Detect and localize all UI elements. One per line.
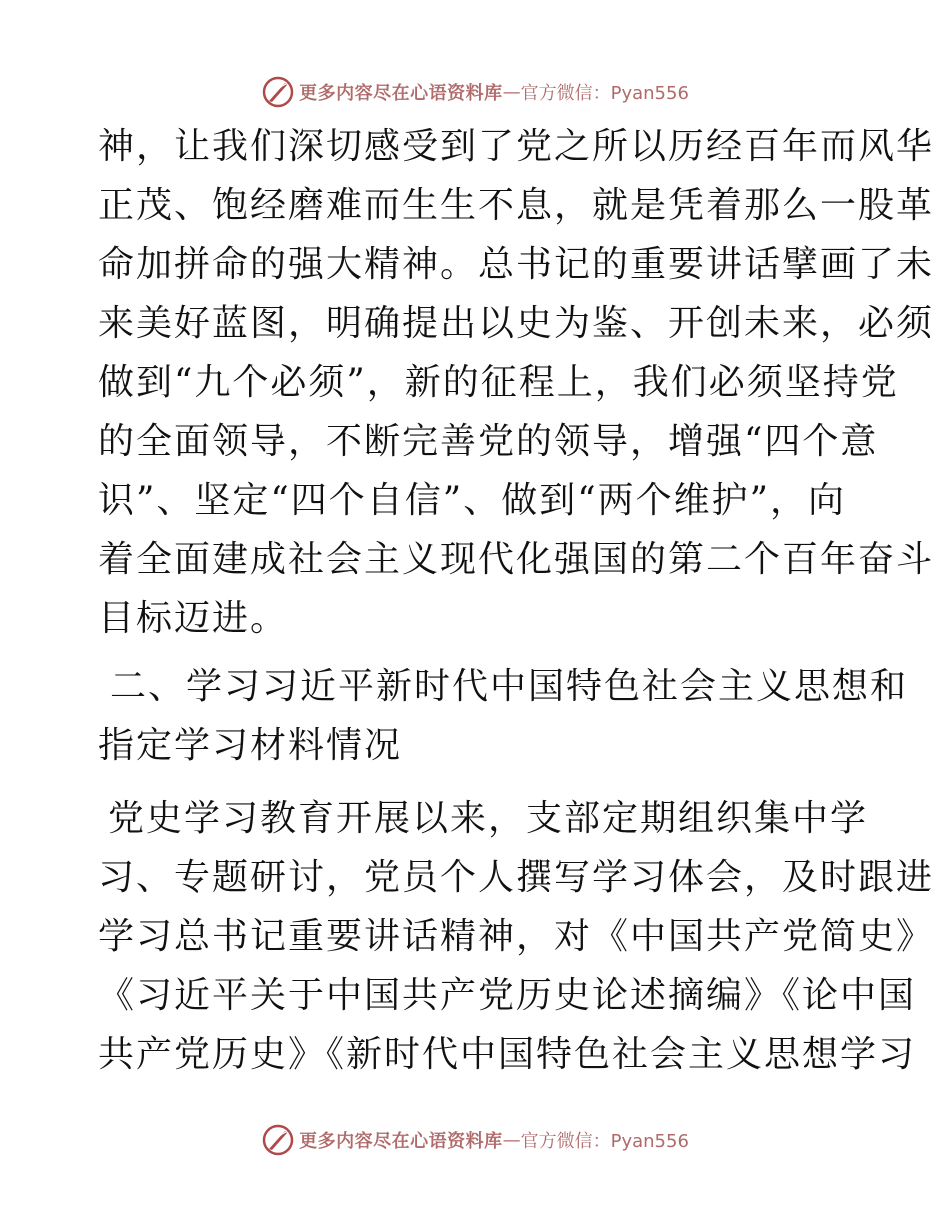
paragraph-line: 来美好蓝图，明确提出以史为鉴、开创未来，必须 bbox=[98, 303, 935, 344]
paragraph-line: 目标迈进。 bbox=[98, 598, 289, 639]
footer-banner bbox=[0, 1120, 950, 1160]
banner-contact: 官方微信：Pyan556 bbox=[520, 83, 689, 104]
feather-pen-logo-icon bbox=[261, 1123, 295, 1157]
paragraph-line: 习、专题研讨，党员个人撰写学习体会，及时跟进 bbox=[98, 857, 935, 898]
paragraph-line: 着全面建成社会主义现代化强国的第二个百年奋斗 bbox=[98, 539, 935, 580]
paragraph-line: 正茂、饱经磨难而生生不息，就是凭着那么一股革 bbox=[98, 185, 935, 226]
paragraph-line: 党史学习教育开展以来，支部定期组织集中学 bbox=[108, 798, 869, 839]
paragraph-line: 识”、坚定“四个自信”、做到“两个维护”，向 bbox=[98, 480, 847, 521]
section-heading-line: 二、学习习近平新时代中国特色社会主义思想和 bbox=[110, 666, 909, 707]
paragraph-line: 做到“九个必须”，新的征程上，我们必须坚持党 bbox=[98, 362, 899, 403]
paragraph-line: 的全面领导，不断完善党的领导，增强“四个意 bbox=[98, 421, 879, 462]
paragraph-line: 学习总书记重要讲话精神，对《中国共产党简史》 bbox=[98, 916, 935, 957]
header-banner bbox=[0, 72, 950, 112]
paragraph-line: 《习近平关于中国共产党历史论述摘编》《论中国 bbox=[98, 975, 917, 1016]
banner-separator: — bbox=[502, 81, 521, 103]
paragraph-line: 共产党历史》《新时代中国特色社会主义思想学习 bbox=[98, 1034, 917, 1075]
banner-contact: 官方微信：Pyan556 bbox=[520, 1131, 689, 1152]
banner-separator: — bbox=[502, 1129, 521, 1151]
feather-pen-logo-icon bbox=[261, 75, 295, 109]
section-heading-line: 指定学习材料情况 bbox=[98, 725, 403, 766]
banner-text: 更多内容尽在心语资料库 bbox=[299, 1131, 503, 1152]
paragraph-line: 命加拼命的强大精神。总书记的重要讲话擘画了未 bbox=[98, 244, 935, 285]
paragraph-line: 神，让我们深切感受到了党之所以历经百年而风华 bbox=[98, 126, 935, 167]
banner-text: 更多内容尽在心语资料库 bbox=[299, 83, 503, 104]
